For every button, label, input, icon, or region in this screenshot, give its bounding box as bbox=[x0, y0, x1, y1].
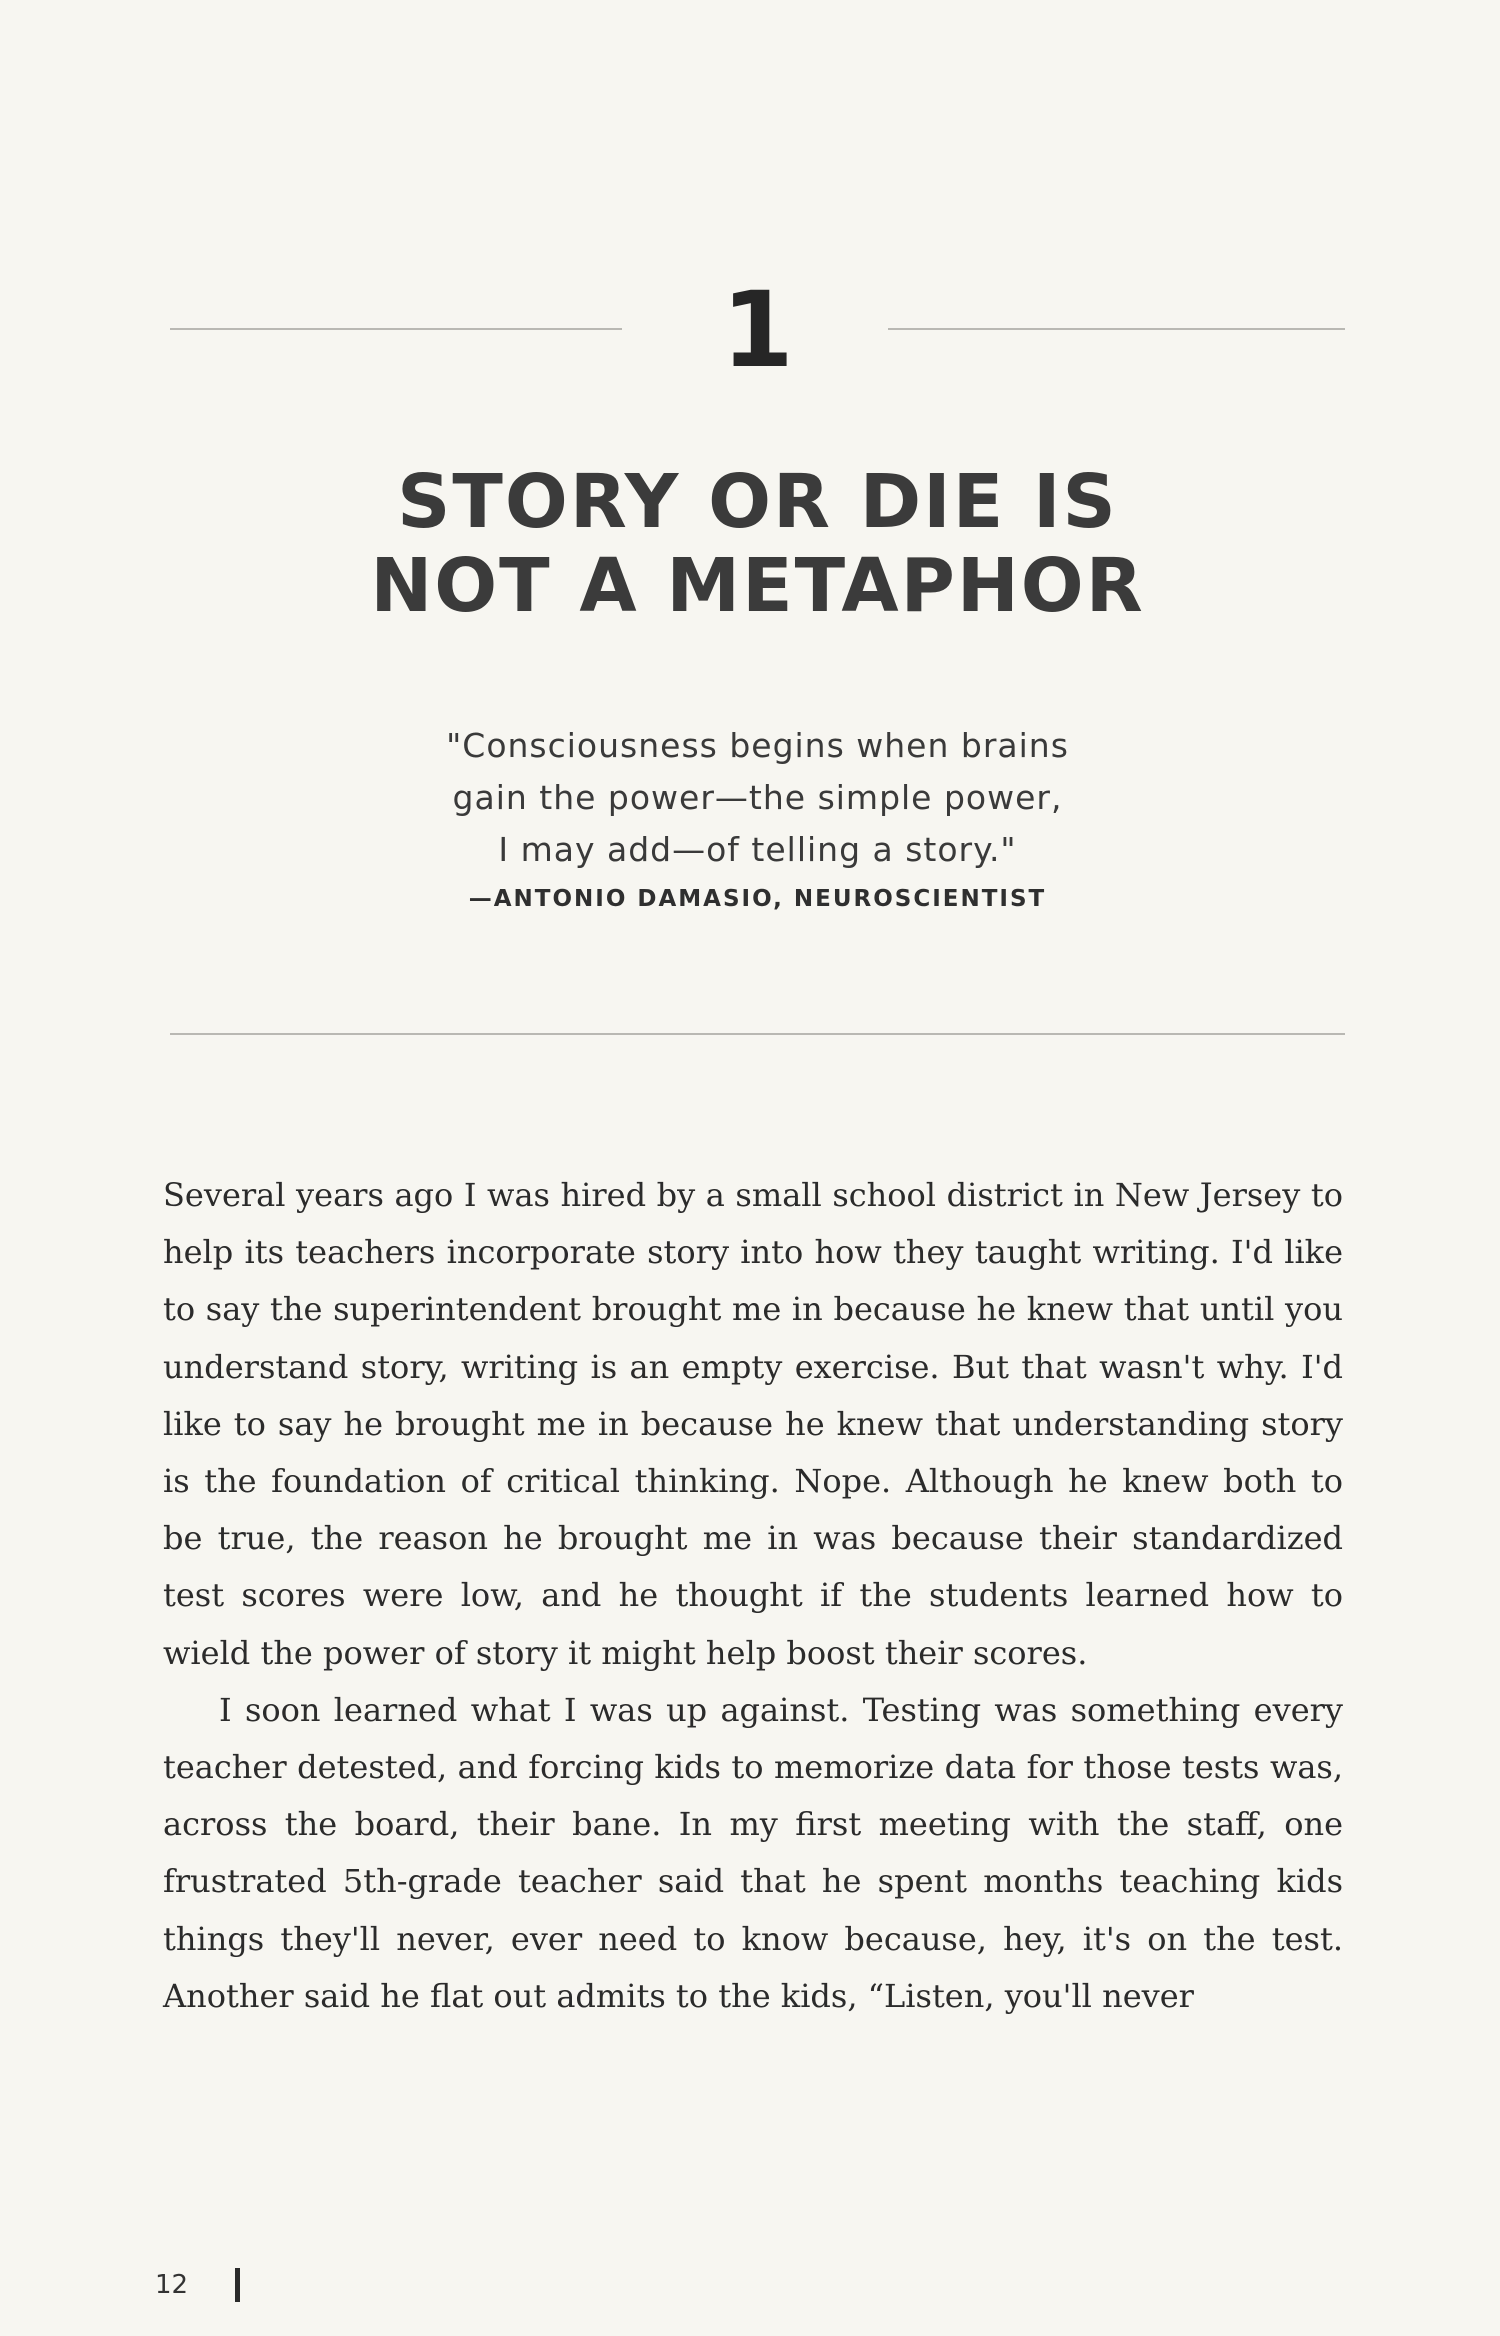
epigraph-divider bbox=[170, 1033, 1345, 1035]
chapter-title bbox=[170, 460, 1345, 628]
body-paragraph: Several years ago I was hired by a small school district in New Jersey to help its teachers incorporate story into how they taught writing. I'd like to say the superintendent brought me in because he knew that until you understand story, writing is an empty exercise. But that wasn't why. I'd like to say he brought me in because he knew that understanding story is the foundation of critical thinking. Nope. Although he knew both to be true, the reason he brought me in was because their standardized test scores were low, and he thought if the students learned how to wield the power of story it might help boost their scores. bbox=[163, 1176, 1343, 1672]
chapter-number: 1 bbox=[721, 269, 794, 391]
chapter-title-line: STORY OR DIE IS bbox=[397, 459, 1118, 545]
chapter-header bbox=[170, 270, 1345, 390]
page-number: 12 bbox=[155, 2270, 189, 2300]
epigraph-line: I may add—of telling a story." bbox=[498, 830, 1017, 869]
epigraph bbox=[170, 720, 1345, 912]
folio-bar bbox=[235, 2268, 240, 2302]
chapter-title-line: NOT A METAPHOR bbox=[370, 543, 1145, 629]
body-paragraph: I soon learned what I was up against. Testing was something every teacher detested, and forcing kids to memorize data for those tests was, across the board, their bane. In my first meeting with the staff, one frustrated 5th-grade teacher said that he spent months teaching kids things they'll never, ever need to know because, hey, it's on the test. Another said he flat out admits to the kids, “Listen, you'll never bbox=[163, 1690, 1343, 2015]
epigraph-line: "Consciousness begins when brains bbox=[446, 726, 1069, 765]
body-text bbox=[163, 1167, 1343, 2025]
chapter-rule-right bbox=[888, 328, 1345, 330]
epigraph-attribution: —ANTONIO DAMASIO, NEUROSCIENTIST bbox=[468, 886, 1047, 912]
epigraph-line: gain the power—the simple power, bbox=[452, 778, 1063, 817]
epigraph-quote bbox=[170, 720, 1345, 876]
